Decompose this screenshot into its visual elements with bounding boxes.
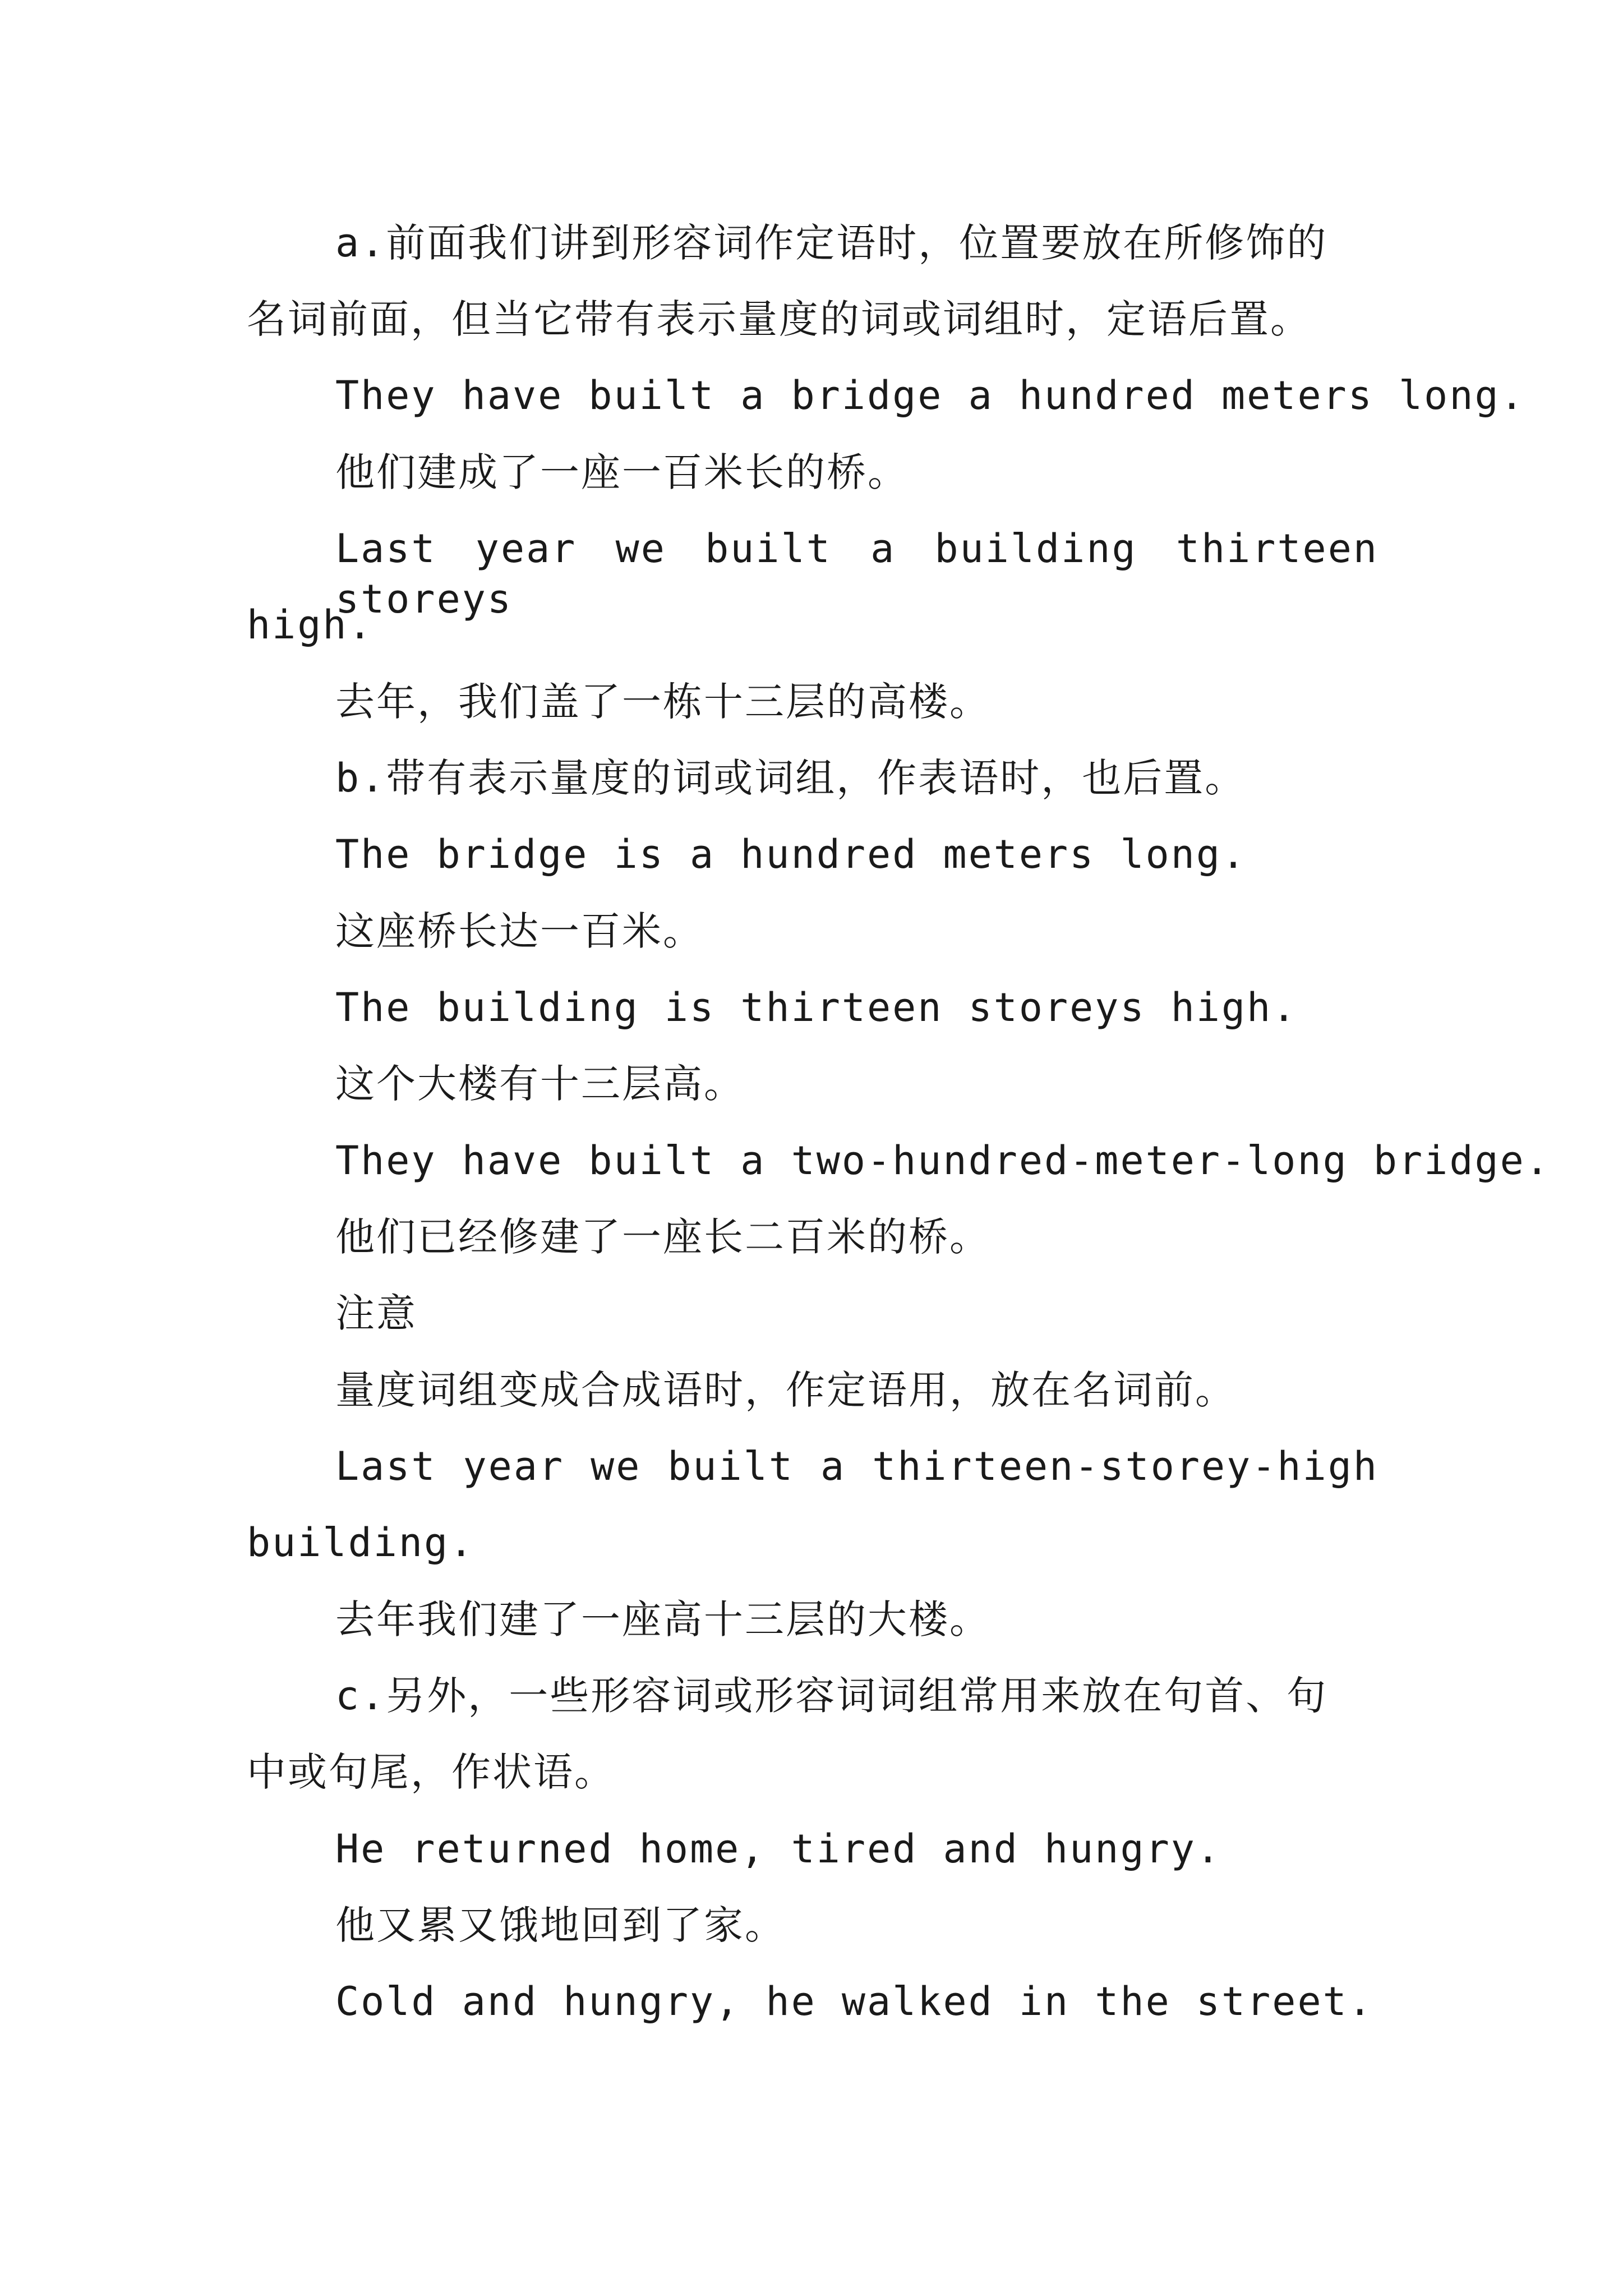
example-sentence-en: Cold and hungry, he walked in the street. <box>335 1978 1373 2024</box>
example-sentence-zh: 他们建成了一座一百米长的桥。 <box>335 449 909 495</box>
paragraph-a-line-2: 名词前面，但当它带有表示量度的词或词组时，定语后置。 <box>247 296 1311 342</box>
example-sentence-en: He returned home, tired and hungry. <box>335 1826 1222 1872</box>
note-heading: 注意 <box>335 1290 417 1336</box>
example-sentence-en: They have built a two-hundred-meter-long bridge. <box>335 1138 1551 1184</box>
example-sentence-zh: 去年，我们盖了一栋十三层的高楼。 <box>335 679 990 725</box>
example-sentence-en: The building is thirteen storeys high. <box>335 984 1298 1030</box>
example-sentence-en-continued: building. <box>247 1520 475 1566</box>
example-sentence-en: Last year we built a thirteen-storey-high <box>335 1443 1378 1489</box>
example-sentence-en: They have built a bridge a hundred meters long. <box>335 372 1525 418</box>
paragraph-c-line-2: 中或句尾，作状语。 <box>247 1749 615 1795</box>
example-sentence-zh: 他又累又饿地回到了家。 <box>335 1902 786 1948</box>
paragraph-b: b.带有表示量度的词或词组，作表语时，也后置。 <box>335 755 1246 801</box>
example-sentence-en: The bridge is a hundred meters long. <box>335 831 1247 877</box>
paragraph-c-line-1: c.另外，一些形容词或形容词词组常用来放在句首、句 <box>335 1673 1328 1719</box>
example-sentence-en-continued: high. <box>247 602 374 648</box>
note-text: 量度词组变成合成语时，作定语用，放在名词前。 <box>335 1367 1236 1413</box>
example-sentence-zh: 去年我们建了一座高十三层的大楼。 <box>335 1596 990 1642</box>
example-sentence-zh: 这个大楼有十三层高。 <box>335 1061 745 1107</box>
example-sentence-zh: 他们已经修建了一座长二百米的桥。 <box>335 1214 990 1260</box>
example-sentence-zh: 这座桥长达一百米。 <box>335 908 704 954</box>
example-sentence-en: Last year we built a building thirteen storeys <box>335 526 1378 622</box>
paragraph-a-line-1: a.前面我们讲到形容词作定语时，位置要放在所修饰的 <box>335 220 1328 266</box>
